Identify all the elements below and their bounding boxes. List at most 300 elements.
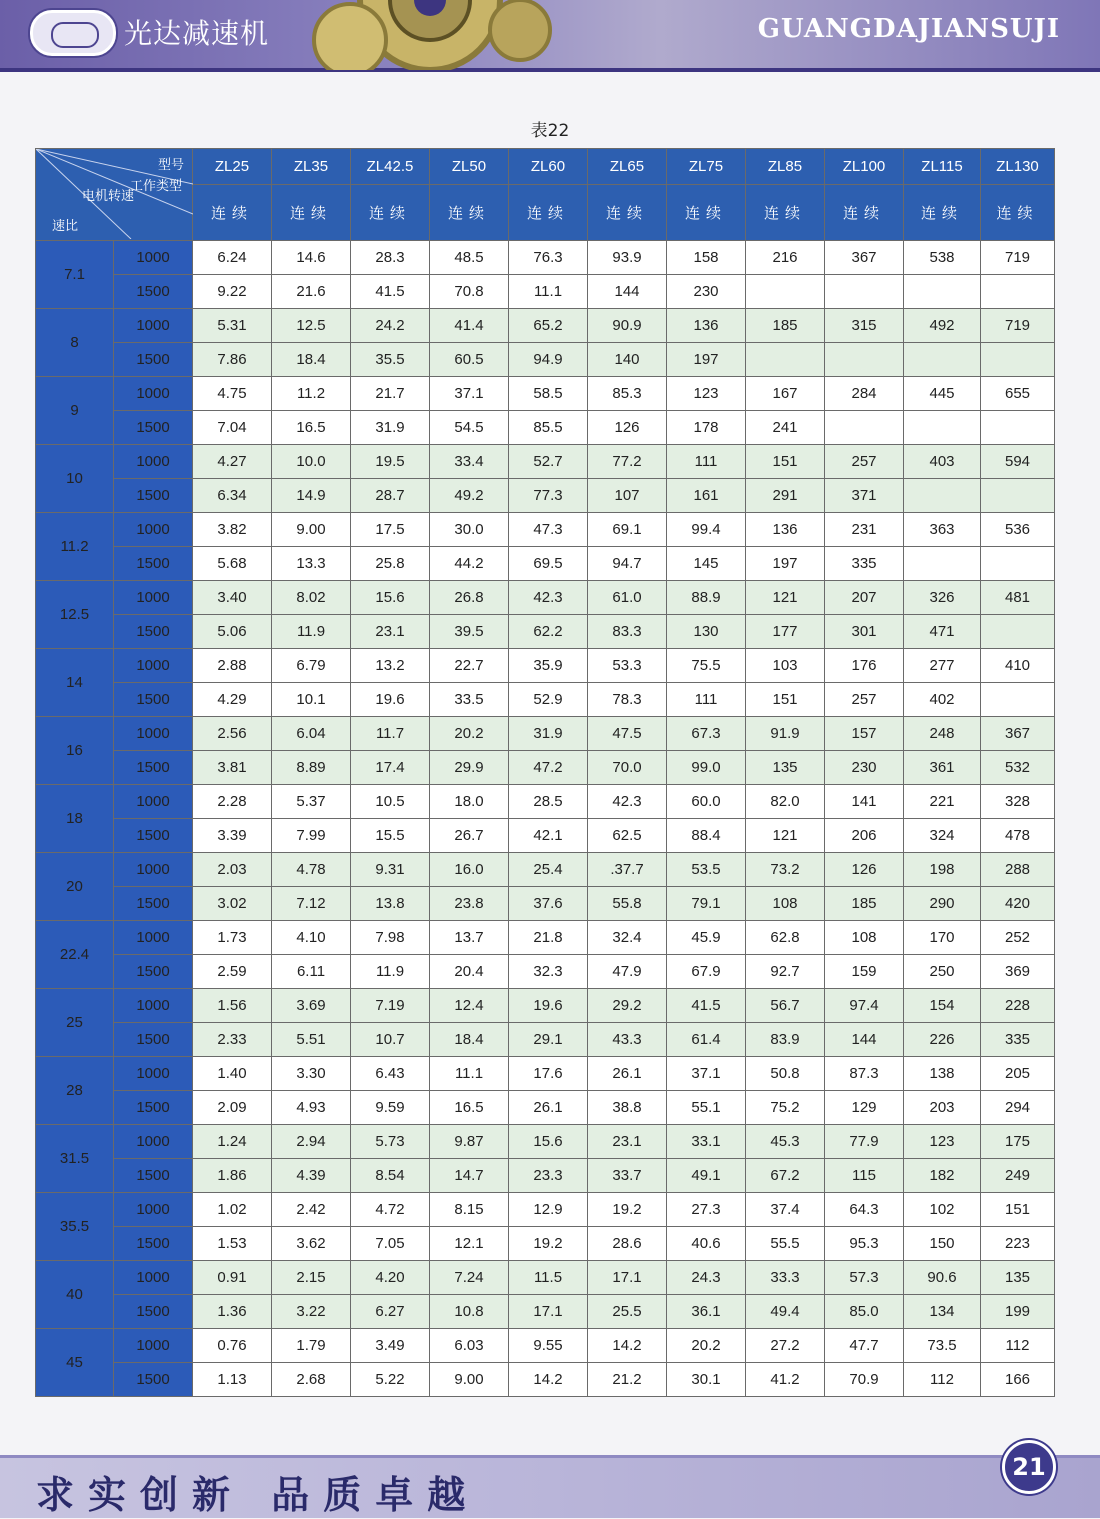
value-cell: 230 [667,275,746,309]
value-cell: 57.3 [825,1261,904,1295]
value-cell: 197 [746,547,825,581]
value-cell: 32.3 [509,955,588,989]
model-header: ZL35 [272,149,351,185]
value-cell: 8.54 [351,1159,430,1193]
table-row [36,887,1055,921]
value-cell: 5.31 [193,309,272,343]
value-cell: 41.2 [746,1363,825,1397]
value-cell: 277 [904,649,981,683]
brand-logo-icon [30,10,116,56]
value-cell: 158 [667,241,746,275]
value-cell: 11.9 [272,615,351,649]
value-cell: 76.3 [509,241,588,275]
value-cell: 11.1 [430,1057,509,1091]
value-cell [981,547,1055,581]
value-cell: 4.39 [272,1159,351,1193]
value-cell: 108 [825,921,904,955]
value-cell: 5.06 [193,615,272,649]
value-cell: 151 [981,1193,1055,1227]
value-cell: 7.12 [272,887,351,921]
value-cell: 11.2 [272,377,351,411]
value-cell: 159 [825,955,904,989]
footer-slogan: 求实创新 品质卓越 [36,1472,480,1517]
value-cell: 33.4 [430,445,509,479]
value-cell: 1.13 [193,1363,272,1397]
value-cell [746,275,825,309]
corner-label-model: 型号 [157,157,184,172]
motor-speed-cell: 1000 [114,1329,193,1363]
value-cell: 12.5 [272,309,351,343]
model-header: ZL50 [430,149,509,185]
ratio-cell: 35.5 [36,1193,114,1261]
value-cell: 15.6 [509,1125,588,1159]
value-cell: 14.6 [272,241,351,275]
value-cell: 7.04 [193,411,272,445]
value-cell: 257 [825,683,904,717]
value-cell: 112 [981,1329,1055,1363]
value-cell: 205 [981,1057,1055,1091]
value-cell: 170 [904,921,981,955]
value-cell: 48.5 [430,241,509,275]
value-cell: 126 [588,411,667,445]
value-cell: 33.3 [746,1261,825,1295]
value-cell: 99.4 [667,513,746,547]
value-cell: 60.5 [430,343,509,377]
value-cell: 2.03 [193,853,272,887]
value-cell: 28.5 [509,785,588,819]
table-row [36,649,1055,683]
value-cell: 88.9 [667,581,746,615]
value-cell: 10.5 [351,785,430,819]
value-cell: 85.0 [825,1295,904,1329]
value-cell: 62.2 [509,615,588,649]
value-cell: 33.7 [588,1159,667,1193]
value-cell: 3.82 [193,513,272,547]
value-cell: 3.02 [193,887,272,921]
value-cell: 23.1 [588,1125,667,1159]
table-row [36,1193,1055,1227]
value-cell: 24.3 [667,1261,746,1295]
value-cell: 140 [588,343,667,377]
value-cell: 5.37 [272,785,351,819]
duty-type-cell: 连续 [667,185,746,241]
value-cell [981,615,1055,649]
value-cell: 92.7 [746,955,825,989]
value-cell: 55.5 [746,1227,825,1261]
value-cell: 1.53 [193,1227,272,1261]
value-cell: 82.0 [746,785,825,819]
value-cell: 69.1 [588,513,667,547]
value-cell: 23.3 [509,1159,588,1193]
value-cell: 49.4 [746,1295,825,1329]
value-cell: 29.1 [509,1023,588,1057]
value-cell: 69.5 [509,547,588,581]
motor-speed-cell: 1000 [114,853,193,887]
value-cell: 123 [904,1125,981,1159]
value-cell: 65.2 [509,309,588,343]
value-cell: 73.5 [904,1329,981,1363]
value-cell: 324 [904,819,981,853]
value-cell: 62.8 [746,921,825,955]
value-cell: 141 [825,785,904,819]
motor-speed-cell: 1500 [114,751,193,785]
model-header: ZL100 [825,149,904,185]
value-cell: 19.2 [509,1227,588,1261]
value-cell: 22.7 [430,649,509,683]
table-row [36,1159,1055,1193]
value-cell: 185 [825,887,904,921]
value-cell: 198 [904,853,981,887]
value-cell: 9.22 [193,275,272,309]
value-cell: 151 [746,683,825,717]
motor-speed-cell: 1000 [114,785,193,819]
value-cell: 135 [746,751,825,785]
duty-type-cell: 连续 [588,185,667,241]
value-cell [825,343,904,377]
value-cell [904,343,981,377]
motor-speed-cell: 1500 [114,343,193,377]
value-cell: 18.4 [272,343,351,377]
value-cell: 21.8 [509,921,588,955]
ratio-cell: 31.5 [36,1125,114,1193]
model-header: ZL115 [904,149,981,185]
value-cell: 29.2 [588,989,667,1023]
value-cell: 56.7 [746,989,825,1023]
table-row [36,819,1055,853]
model-header: ZL42.5 [351,149,430,185]
value-cell: 43.3 [588,1023,667,1057]
value-cell: 33.1 [667,1125,746,1159]
table-row [36,479,1055,513]
value-cell: 26.1 [509,1091,588,1125]
value-cell: 166 [981,1363,1055,1397]
value-cell: 26.8 [430,581,509,615]
motor-speed-cell: 1000 [114,241,193,275]
value-cell: 197 [667,343,746,377]
table-row [36,309,1055,343]
value-cell: 367 [825,241,904,275]
value-cell: 226 [904,1023,981,1057]
value-cell: 23.8 [430,887,509,921]
value-cell: 478 [981,819,1055,853]
ratio-cell: 22.4 [36,921,114,989]
value-cell: 75.5 [667,649,746,683]
reducer-spec-table [35,148,1055,1397]
value-cell: 3.62 [272,1227,351,1261]
value-cell: 27.2 [746,1329,825,1363]
motor-speed-cell: 1000 [114,717,193,751]
value-cell: 420 [981,887,1055,921]
value-cell: 70.9 [825,1363,904,1397]
table-row [36,1329,1055,1363]
corner-label-work-type: 工作类型 [129,178,182,193]
value-cell: 1.73 [193,921,272,955]
value-cell: 3.30 [272,1057,351,1091]
motor-speed-cell: 1500 [114,1363,193,1397]
value-cell: 87.3 [825,1057,904,1091]
value-cell: 7.19 [351,989,430,1023]
value-cell: 25.5 [588,1295,667,1329]
value-cell: 136 [667,309,746,343]
value-cell: 91.9 [746,717,825,751]
value-cell: 2.94 [272,1125,351,1159]
value-cell: 228 [981,989,1055,1023]
value-cell: 3.22 [272,1295,351,1329]
value-cell: 115 [825,1159,904,1193]
value-cell: 167 [746,377,825,411]
value-cell: 77.2 [588,445,667,479]
value-cell: 61.0 [588,581,667,615]
value-cell [904,411,981,445]
motor-speed-cell: 1000 [114,1057,193,1091]
motor-speed-cell: 1000 [114,581,193,615]
value-cell: 20.2 [667,1329,746,1363]
value-cell: 2.68 [272,1363,351,1397]
value-cell: 90.9 [588,309,667,343]
value-cell: 14.7 [430,1159,509,1193]
value-cell: 15.6 [351,581,430,615]
value-cell: 445 [904,377,981,411]
value-cell: 157 [825,717,904,751]
value-cell [904,275,981,309]
table-row [36,1227,1055,1261]
value-cell: 23.1 [351,615,430,649]
value-cell: 14.2 [509,1363,588,1397]
value-cell: 41.4 [430,309,509,343]
value-cell: 2.09 [193,1091,272,1125]
value-cell: 38.8 [588,1091,667,1125]
value-cell: 94.9 [509,343,588,377]
value-cell: 6.27 [351,1295,430,1329]
value-cell: 31.9 [509,717,588,751]
value-cell [904,479,981,513]
value-cell: 16.0 [430,853,509,887]
value-cell: 402 [904,683,981,717]
value-cell: 6.34 [193,479,272,513]
value-cell: 99.0 [667,751,746,785]
value-cell: 150 [904,1227,981,1261]
value-cell: 53.5 [667,853,746,887]
value-cell: 175 [981,1125,1055,1159]
value-cell [981,275,1055,309]
value-cell: 6.79 [272,649,351,683]
value-cell: 14.9 [272,479,351,513]
value-cell: 1.56 [193,989,272,1023]
value-cell: 79.1 [667,887,746,921]
motor-speed-cell: 1500 [114,411,193,445]
value-cell: 284 [825,377,904,411]
value-cell: 2.42 [272,1193,351,1227]
value-cell: 8.15 [430,1193,509,1227]
value-cell: 14.2 [588,1329,667,1363]
value-cell: 85.5 [509,411,588,445]
value-cell: 111 [667,445,746,479]
value-cell: 230 [825,751,904,785]
value-cell: 2.33 [193,1023,272,1057]
value-cell: 19.2 [588,1193,667,1227]
value-cell: 37.1 [667,1057,746,1091]
value-cell: 538 [904,241,981,275]
motor-speed-cell: 1500 [114,819,193,853]
duty-type-cell: 连续 [272,185,351,241]
value-cell: 27.3 [667,1193,746,1227]
motor-speed-cell: 1500 [114,1159,193,1193]
value-cell: 655 [981,377,1055,411]
ratio-cell: 7.1 [36,241,114,309]
value-cell: 13.3 [272,547,351,581]
model-header: ZL75 [667,149,746,185]
value-cell: 40.6 [667,1227,746,1261]
value-cell: 44.2 [430,547,509,581]
value-cell: 248 [904,717,981,751]
duty-type-cell: 连续 [509,185,588,241]
value-cell: 594 [981,445,1055,479]
value-cell [981,411,1055,445]
value-cell: 19.5 [351,445,430,479]
value-cell: 9.00 [272,513,351,547]
value-cell: 18.4 [430,1023,509,1057]
value-cell: 67.2 [746,1159,825,1193]
value-cell: 26.1 [588,1057,667,1091]
ratio-cell: 10 [36,445,114,513]
ratio-cell: 8 [36,309,114,377]
value-cell: 12.1 [430,1227,509,1261]
value-cell: 10.7 [351,1023,430,1057]
value-cell: 9.00 [430,1363,509,1397]
value-cell: 55.1 [667,1091,746,1125]
value-cell: 134 [904,1295,981,1329]
value-cell: 29.9 [430,751,509,785]
value-cell: 55.8 [588,887,667,921]
value-cell: 7.86 [193,343,272,377]
value-cell: 28.7 [351,479,430,513]
value-cell: 301 [825,615,904,649]
value-cell: 471 [904,615,981,649]
motor-speed-cell: 1500 [114,615,193,649]
table-row [36,343,1055,377]
value-cell: 41.5 [667,989,746,1023]
value-cell: 75.2 [746,1091,825,1125]
value-cell: 21.2 [588,1363,667,1397]
value-cell: 49.1 [667,1159,746,1193]
value-cell: 371 [825,479,904,513]
value-cell: 17.5 [351,513,430,547]
motor-speed-cell: 1500 [114,547,193,581]
value-cell: 5.73 [351,1125,430,1159]
ratio-cell: 45 [36,1329,114,1397]
duty-type-cell: 连续 [193,185,272,241]
value-cell: 16.5 [430,1091,509,1125]
value-cell: 363 [904,513,981,547]
table-row [36,785,1055,819]
table-row [36,751,1055,785]
value-cell: 12.9 [509,1193,588,1227]
value-cell: 28.3 [351,241,430,275]
value-cell: 203 [904,1091,981,1125]
value-cell: 250 [904,955,981,989]
value-cell: 221 [904,785,981,819]
value-cell: 88.4 [667,819,746,853]
value-cell: 151 [746,445,825,479]
value-cell: 77.3 [509,479,588,513]
value-cell: 9.59 [351,1091,430,1125]
value-cell: 53.3 [588,649,667,683]
motor-speed-cell: 1500 [114,479,193,513]
value-cell: 108 [746,887,825,921]
value-cell: 7.98 [351,921,430,955]
value-cell: 20.2 [430,717,509,751]
value-cell: 5.68 [193,547,272,581]
motor-speed-cell: 1000 [114,1193,193,1227]
value-cell: 2.88 [193,649,272,683]
value-cell: 10.8 [430,1295,509,1329]
value-cell: 0.76 [193,1329,272,1363]
motor-speed-cell: 1000 [114,649,193,683]
ratio-cell: 20 [36,853,114,921]
value-cell: 249 [981,1159,1055,1193]
value-cell: 13.2 [351,649,430,683]
ratio-cell: 11.2 [36,513,114,581]
value-cell: 42.3 [588,785,667,819]
value-cell: 144 [825,1023,904,1057]
value-cell: 315 [825,309,904,343]
value-cell: 8.02 [272,581,351,615]
value-cell: 97.4 [825,989,904,1023]
value-cell: 8.89 [272,751,351,785]
value-cell [981,683,1055,717]
value-cell: 3.49 [351,1329,430,1363]
value-cell: 28.6 [588,1227,667,1261]
value-cell: 21.7 [351,377,430,411]
value-cell: 70.0 [588,751,667,785]
value-cell: 2.56 [193,717,272,751]
value-cell: 328 [981,785,1055,819]
gear-decoration-icon [290,0,570,70]
value-cell: 62.5 [588,819,667,853]
motor-speed-cell: 1000 [114,309,193,343]
value-cell: 7.99 [272,819,351,853]
value-cell: 291 [746,479,825,513]
duty-type-cell: 连续 [825,185,904,241]
value-cell: 144 [588,275,667,309]
duty-type-cell: 连续 [904,185,981,241]
ratio-cell: 16 [36,717,114,785]
value-cell: 18.0 [430,785,509,819]
value-cell: 241 [746,411,825,445]
value-cell: 52.7 [509,445,588,479]
value-cell: 93.9 [588,241,667,275]
value-cell: 719 [981,309,1055,343]
ratio-cell: 14 [36,649,114,717]
model-header: ZL25 [193,149,272,185]
value-cell: 45.3 [746,1125,825,1159]
table-row [36,241,1055,275]
value-cell: 1.79 [272,1329,351,1363]
value-cell: 1.36 [193,1295,272,1329]
value-cell: 25.4 [509,853,588,887]
corner-label-ratio: 速比 [52,218,79,233]
value-cell: 3.39 [193,819,272,853]
value-cell: 37.4 [746,1193,825,1227]
value-cell: 52.9 [509,683,588,717]
value-cell: 17.6 [509,1057,588,1091]
table-row [36,1295,1055,1329]
value-cell: 39.5 [430,615,509,649]
table-row [36,275,1055,309]
value-cell: 73.2 [746,853,825,887]
value-cell: 216 [746,241,825,275]
motor-speed-cell: 1500 [114,1091,193,1125]
